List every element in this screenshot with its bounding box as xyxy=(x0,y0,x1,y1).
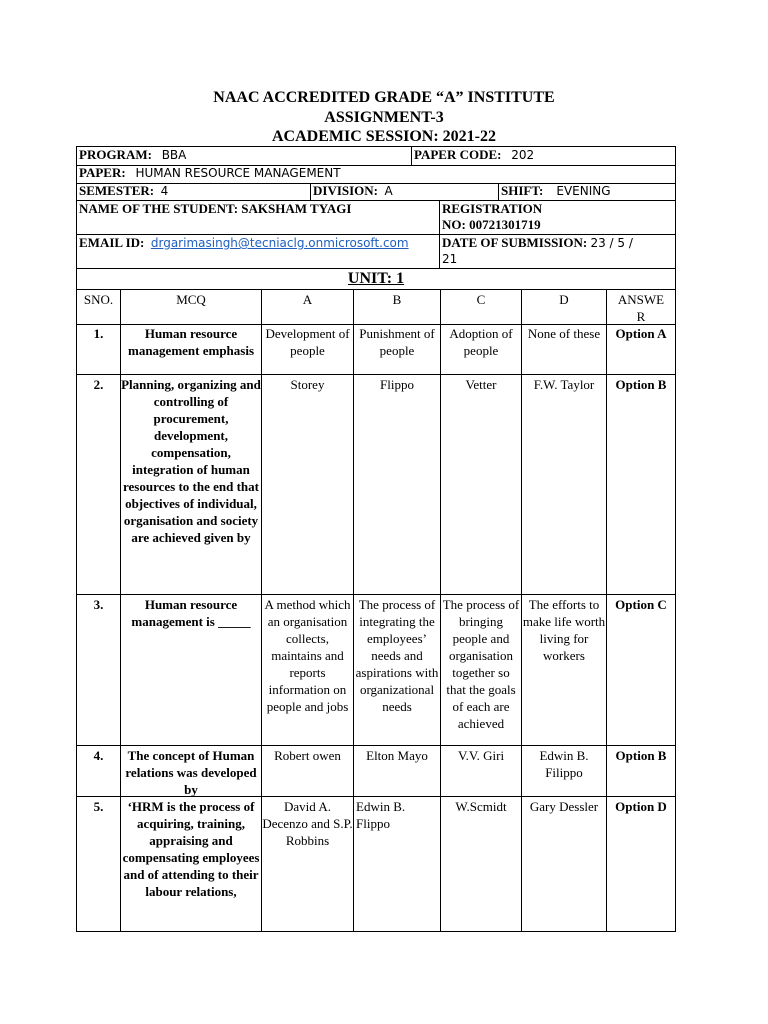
table-row-3-b: The process of integrating the employees’ needs and aspirations with organizational needs xyxy=(355,597,439,714)
table-row-2-a: Storey xyxy=(290,377,325,392)
registration-number: NO: 00721301719 xyxy=(442,217,541,232)
table-row-3-d: The efforts to make life worth living for workers xyxy=(522,597,606,663)
table-row-5-c: W.Scmidt xyxy=(455,799,507,814)
table-row-5-answer: Option D xyxy=(615,799,667,814)
semester-row xyxy=(77,183,675,200)
email-cell xyxy=(77,234,440,268)
row-divider xyxy=(77,745,675,746)
paper-cell xyxy=(77,165,675,183)
table-row-1-mcq: Human resource management emphasis xyxy=(127,326,255,358)
program-cell xyxy=(77,147,412,165)
table-row-1-b: Punishment of people xyxy=(359,326,435,358)
table-row-3-a: A method which an organisation collects, maintains and reports information on people and jobs xyxy=(264,597,351,714)
program-row xyxy=(77,147,675,165)
row-divider xyxy=(77,594,675,595)
column-header-a: A xyxy=(302,292,313,307)
table-row-3-c: The process of bringing people and organisation together so that the goals of each are achieved xyxy=(442,597,520,731)
paper-code-label: PAPER CODE: xyxy=(414,147,502,162)
student-name-cell xyxy=(77,200,440,234)
table-row-3-mcq: Human resource management is _____ xyxy=(131,597,251,629)
submission-date-year: 21 xyxy=(442,252,458,266)
column-header-mcq: MCQ xyxy=(176,292,206,307)
table-row-2-d: F.W. Taylor xyxy=(533,377,595,392)
registration-cell xyxy=(440,200,675,234)
table-row-2-c: Vetter xyxy=(465,377,497,392)
table-row-1-answer: Option A xyxy=(615,326,667,341)
table-row-4-mcq: The concept of Human relations was developed by xyxy=(125,748,257,797)
unit-title xyxy=(77,270,675,288)
shift-label: SHIFT: xyxy=(501,183,544,198)
table-row-4-c: V.V. Giri xyxy=(457,748,505,763)
email-label: EMAIL ID: xyxy=(79,235,145,250)
column-header-sno: SNO. xyxy=(83,292,114,307)
email-row xyxy=(77,234,675,268)
table-row-1-d: None of these xyxy=(527,326,601,341)
table-row-5-a: David A. Decenzo and S.P. Robbins xyxy=(262,799,353,848)
column-header-b: B xyxy=(392,292,402,307)
assignment-heading: ASSIGNMENT-3 xyxy=(324,109,444,126)
unit-title-text: UNIT: 1 xyxy=(347,270,405,287)
table-row-4-a: Robert owen xyxy=(274,748,341,763)
table-row-1-c: Adoption of people xyxy=(449,326,513,358)
table-row-1-sno: 1. xyxy=(93,326,104,341)
paper-code-cell xyxy=(412,147,675,165)
table-row-4-answer: Option B xyxy=(615,748,667,763)
table-row-2-b: Flippo xyxy=(380,377,414,392)
row-divider xyxy=(77,289,675,290)
table-row-5-mcq: ‘HRM is the process of acquiring, training, appraising and compensating employees and of attending to their labour relations, xyxy=(122,799,260,899)
submission-cell xyxy=(440,234,675,268)
table-row-5-d: Gary Dessler xyxy=(529,799,599,814)
table-row-2-sno: 2. xyxy=(93,377,104,392)
shift-value: EVENING xyxy=(556,184,611,198)
program-label: PROGRAM: xyxy=(79,147,152,162)
session-heading: ACADEMIC SESSION: 2021-22 xyxy=(271,128,497,145)
paper-row xyxy=(77,165,675,183)
institute-heading: NAAC ACCREDITED GRADE “A” INSTITUTE xyxy=(213,89,555,106)
column-header-answer: ANSWE R xyxy=(617,292,665,324)
email-link[interactable]: drgarimasingh@tecniaclg.onmicrosoft.com xyxy=(150,236,409,250)
table-row-1-a: Development of people xyxy=(265,326,350,358)
table-row-5-sno: 5. xyxy=(93,799,104,814)
table-row-5-b: Edwin B. Flippo xyxy=(356,799,406,831)
table-row-4-sno: 4. xyxy=(93,748,104,763)
student-row xyxy=(77,200,675,234)
paper-value: HUMAN RESOURCE MANAGEMENT xyxy=(135,166,341,180)
program-value: BBA xyxy=(161,148,187,162)
table-row-4-b: Elton Mayo xyxy=(366,748,428,763)
division-label: DIVISION: xyxy=(313,183,379,198)
division-value: A xyxy=(384,184,393,198)
table-row-3-sno: 3. xyxy=(93,597,104,612)
submission-label: DATE OF SUBMISSION: xyxy=(442,235,588,250)
student-name: NAME OF THE STUDENT: SAKSHAM TYAGI xyxy=(79,201,352,216)
paper-code-value: 202 xyxy=(511,148,535,162)
table-row-4-d: Edwin B. Filippo xyxy=(539,748,589,780)
table-row-2-mcq: Planning, organizing and controlling of procurement, development, compensation, integration of human resources to the end that objectives of individual, organisation and society are achieved given by xyxy=(121,377,261,545)
division-cell xyxy=(311,183,499,200)
row-divider xyxy=(77,374,675,375)
paper-label: PAPER: xyxy=(79,165,126,180)
semester-value: 4 xyxy=(160,184,169,198)
table-row-2-answer: Option B xyxy=(615,377,667,392)
submission-date: 23 / 5 / xyxy=(590,236,633,250)
column-header-d: D xyxy=(559,292,569,307)
column-header-c: C xyxy=(476,292,486,307)
semester-cell xyxy=(77,183,311,200)
shift-cell xyxy=(499,183,675,200)
row-divider xyxy=(77,268,675,269)
registration-label: REGISTRATION xyxy=(442,201,543,216)
semester-label: SEMESTER: xyxy=(79,183,155,198)
table-row-3-answer: Option C xyxy=(615,597,667,612)
